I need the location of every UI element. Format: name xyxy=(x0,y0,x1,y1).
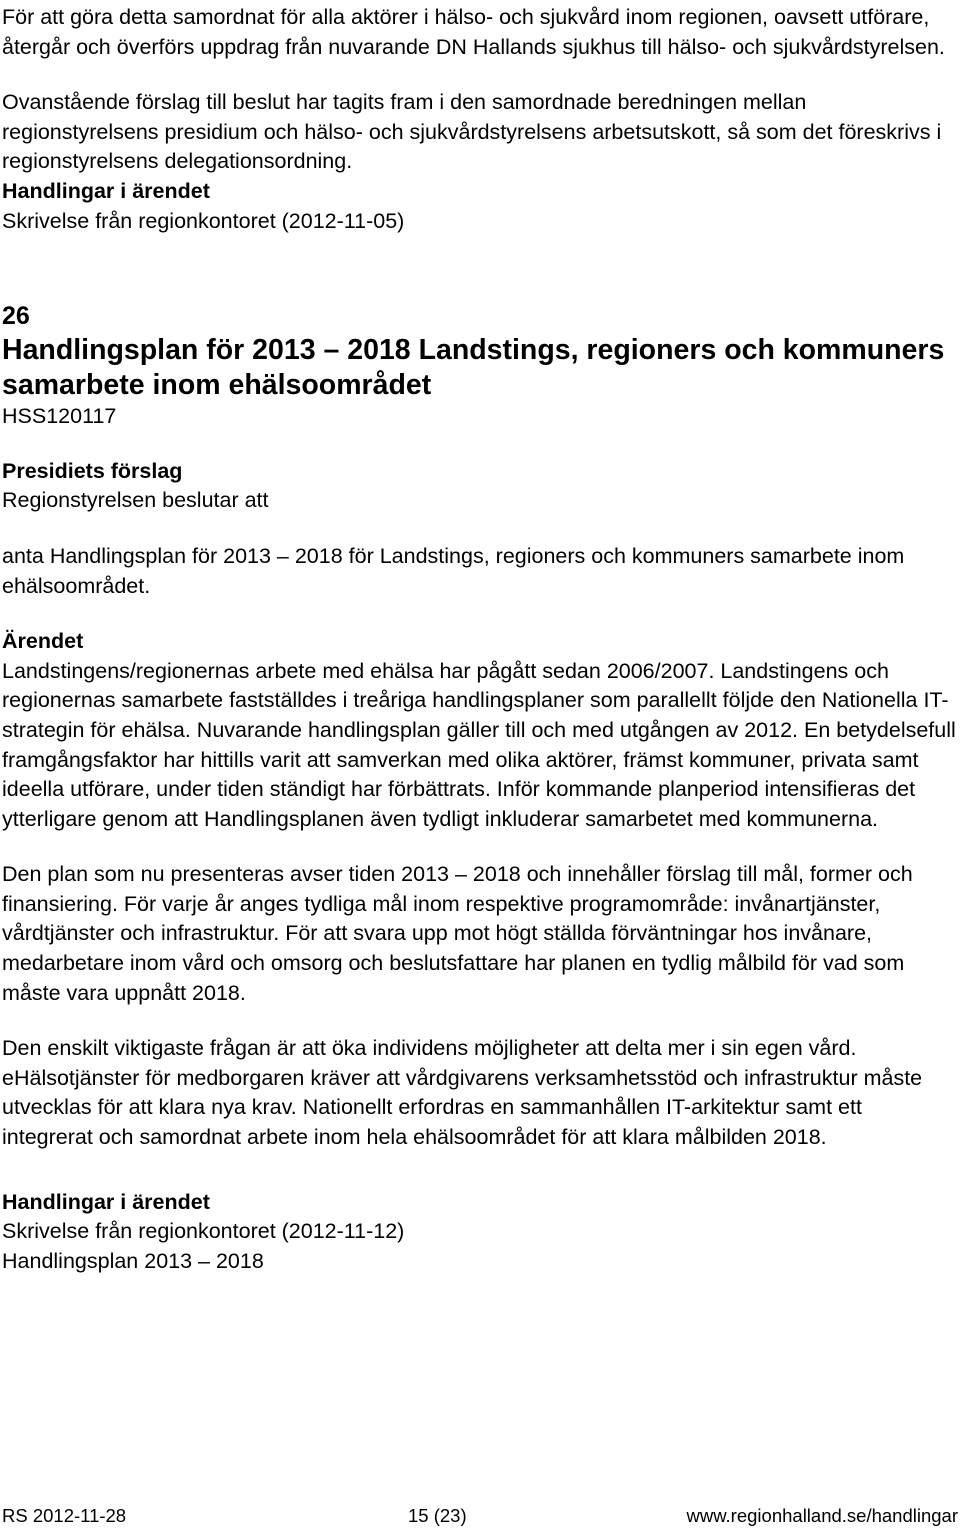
footer-meeting-date: RS 2012-11-28 xyxy=(2,1505,127,1526)
footer-page-number: 15 (23) xyxy=(408,1505,467,1526)
section-heading: Presidiets förslag xyxy=(2,458,183,483)
proposal-decision: anta Handlingsplan för 2013 – 2018 för Landstings, regioners och kommuners samarbete inom ehälsoområdet. xyxy=(2,543,905,598)
intro-paragraph: Ovanstående förslag till beslut har tagits fram i den samordnade beredningen mellan regionstyrelsens presidium och hälso- och sjukvårdstyrelsens arbetsutskott, så som det föreskrivs i regionstyrelsens delegationsordning. xyxy=(2,90,942,174)
document-list-item: Skrivelse från regionkontoret (2012-11-05) xyxy=(2,208,405,233)
item-number: 26 xyxy=(2,302,30,331)
document-list-item: Handlingsplan 2013 – 2018 xyxy=(2,1248,264,1273)
matter-paragraph: Den plan som nu presenteras avser tiden 2013 – 2018 och innehåller förslag till mål, former och finansiering. För varje år anges tydliga mål inom respektive programområde: invånartjänster, vårdtjänster och infrastruktur. För att svara upp mot högt ställda förväntningar hos invånare, medarbetare inom vård och omsorg och beslutsfattare har planen en tydlig målbild för vad som måste vara uppnått 2018. xyxy=(2,862,913,1005)
document-body xyxy=(2,3,958,1276)
page-footer xyxy=(2,1503,958,1528)
section-heading: Handlingar i ärendet xyxy=(2,1189,210,1214)
matter-paragraph: Den enskilt viktigaste frågan är att öka individens möjligheter att delta mer i sin egen vård. eHälsotjänster för medborgaren kräver att vårdgivarens verksamhetsstöd och infrastruktur måste utvecklas för att klara nya krav. Nationellt erfordras en sammanhållen IT-arkitektur samt ett integrerat och samordnat arbete inom hela ehälsoområdet för att klara målbilden 2018. xyxy=(2,1036,923,1150)
item-code: HSS120117 xyxy=(2,404,117,429)
footer-url[interactable]: www.regionhalland.se/handlingar xyxy=(686,1505,958,1526)
matter-paragraph: Landstingens/regionernas arbete med ehälsa har pågått sedan 2006/2007. Landstingens och regionernas samarbete fastställdes i treåriga handlingsplaner som parallellt följde den Nationella IT-strategin för ehälsa. Nuvarande handlingsplan gäller till och med utgången av 2012. En betydelsefull framgångsfaktor har hittills varit att samverkan med olika aktörer, främst kommuner, privata samt ideella utförare, under tiden ständigt har förbättrats. Inför kommande planperiod intensifieras det ytterligare genom att Handlingsplanen även tydligt inkluderar samarbetet med kommunerna. xyxy=(2,658,956,831)
item-title: Handlingsplan för 2013 – 2018 Landstings, regioners och kommuners samarbete inom ehälsoområdet xyxy=(2,334,945,401)
proposal-intro: Regionstyrelsen beslutar att xyxy=(2,488,269,513)
document-list-item: Skrivelse från regionkontoret (2012-11-12) xyxy=(2,1219,405,1244)
intro-paragraph: För att göra detta samordnat för alla aktörer i hälso- och sjukvård inom regionen, oavsett utförare, återgår och överförs uppdrag från nuvarande DN Hallands sjukhus till hälso- och sjukvårdstyrelsen. xyxy=(2,5,945,59)
section-heading: Ärendet xyxy=(2,629,84,654)
section-heading: Handlingar i ärendet xyxy=(2,178,210,203)
